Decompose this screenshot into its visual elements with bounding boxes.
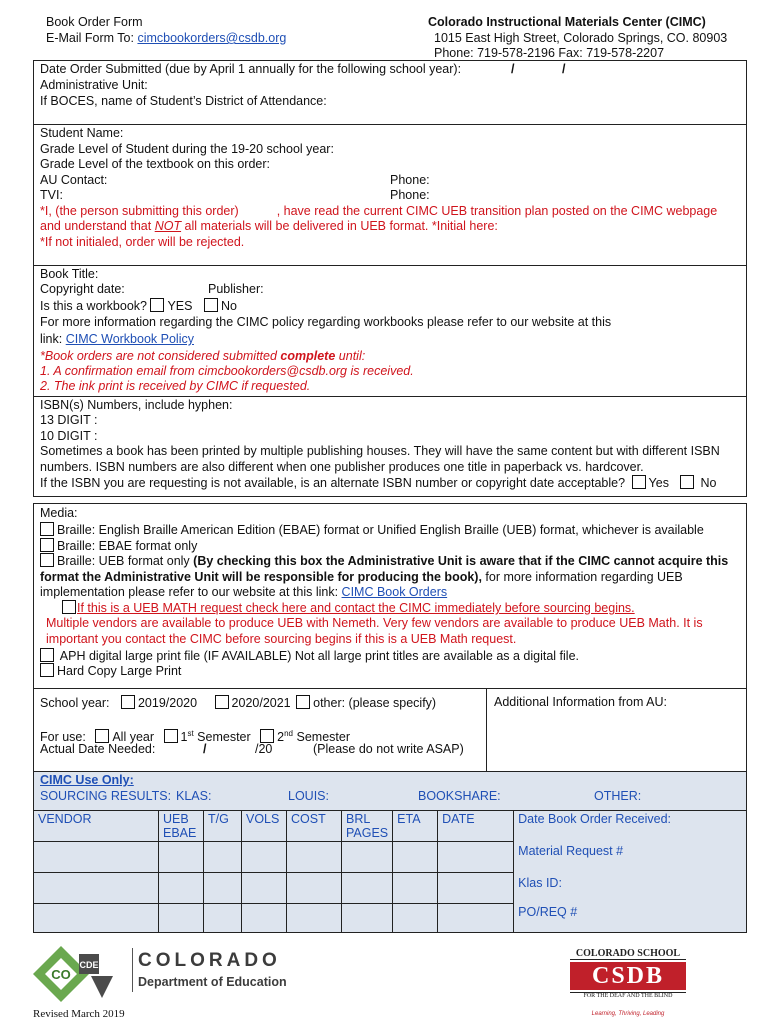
aph-digital-label: APH digital large print file (IF AVAILABLE) Not all large print titles are available as a digital file. <box>57 649 580 663</box>
cell[interactable] <box>159 904 204 933</box>
order-note-3: 2. The ink print is received by CIMC if requested. <box>40 379 311 393</box>
cde-logo <box>33 946 129 1002</box>
klas-id: Klas ID: <box>514 873 747 904</box>
sy-other-label: other: (please specify) <box>313 696 437 710</box>
actual-date-line <box>40 742 155 758</box>
isbn-13-label: 13 DIGIT : <box>40 413 98 427</box>
au-contact-label: AU Contact: <box>40 173 108 187</box>
date-sep-1: / <box>511 62 515 76</box>
cell[interactable] <box>342 842 393 873</box>
media-ebae-ueb-checkbox[interactable] <box>40 522 54 536</box>
cell[interactable] <box>159 842 204 873</box>
cell[interactable] <box>287 842 342 873</box>
alt-isbn-no-checkbox[interactable] <box>680 475 694 489</box>
csdb-tagline: Learning, Thriving, Leading <box>591 1011 665 1017</box>
material-request: Material Request # <box>514 842 747 873</box>
sy-2019-label: 2019/2020 <box>137 696 198 710</box>
cell[interactable] <box>342 873 393 904</box>
email-link[interactable]: cimcbookorders@csdb.org <box>137 31 287 45</box>
workbook-yes-checkbox[interactable] <box>150 298 164 312</box>
col-vendor: VENDOR <box>34 811 159 842</box>
workbook-policy-link[interactable]: CIMC Workbook Policy <box>65 332 194 346</box>
tvi-phone-label: Phone: <box>390 188 430 202</box>
order-note-1c: until: <box>335 349 366 363</box>
media-ebae-ueb-label: Braille: English Braille American Edition (EBAE) format or Unified English Braille (UEB) format, whichever is available <box>57 523 704 537</box>
media-ebae-label: Braille: EBAE format only <box>57 539 198 553</box>
date-received: Date Book Order Received: <box>514 811 747 842</box>
cell[interactable] <box>393 873 438 904</box>
media-option-ueb <box>40 553 744 601</box>
actual-date-label: Actual Date Needed: <box>40 742 156 756</box>
cell[interactable] <box>342 904 393 933</box>
sy-2020-label: 2020/2021 <box>231 696 291 710</box>
book-orders-link[interactable]: CIMC Book Orders <box>341 585 448 600</box>
order-note-1a: *Book orders are not considered submitted <box>40 349 281 363</box>
cell[interactable] <box>438 873 514 904</box>
media-ebae-checkbox[interactable] <box>40 538 54 552</box>
copyright-label: Copyright date: <box>40 282 125 296</box>
for-use-label: For use: <box>40 730 86 745</box>
cell[interactable] <box>204 904 242 933</box>
col-tg: T/G <box>204 811 242 842</box>
admin-unit-label: Administrative Unit: <box>40 78 148 92</box>
alt-isbn-no-label: No <box>700 476 717 490</box>
date-submitted-label: Date Order Submitted (due by April 1 annually for the following school year): <box>40 62 462 76</box>
media-option-hardcopy <box>40 663 181 680</box>
sy-2020-checkbox[interactable] <box>215 695 229 709</box>
cell[interactable] <box>204 873 242 904</box>
media-ueb-checkbox[interactable] <box>40 553 54 567</box>
actual-date-slash-2: /20 <box>255 742 273 756</box>
csdb-bottom-text: FOR THE DEAF AND THE BLIND <box>570 992 686 999</box>
workbook-no-checkbox[interactable] <box>204 298 218 312</box>
revised-date: Revised March 2019 <box>33 1008 125 1020</box>
initial-2b: all materials will be delivered in UEB format. *Initial here: <box>181 219 498 233</box>
cell[interactable] <box>204 842 242 873</box>
workbook-more-info: For more information regarding the CIMC policy regarding workbooks please refer to our website at this <box>40 315 612 329</box>
isbn-10-label: 10 DIGIT : <box>40 429 98 443</box>
initial-not: NOT <box>154 219 182 233</box>
org-address: 1015 East High Street, Colorado Springs, CO. 80903 <box>434 31 728 45</box>
actual-date-slash-1: / <box>203 742 207 756</box>
dept-wordmark: Department of Education <box>138 975 287 989</box>
math-check-line <box>62 600 635 617</box>
media-title: Media: <box>40 506 78 520</box>
initial-1b: , have read the current CIMC UEB transition plan posted on the CIMC webpage <box>276 204 718 218</box>
sem1-label: 1st Semester <box>180 729 251 745</box>
col-ueb-ebae: UEB EBAE <box>159 811 204 842</box>
ueb-math-label: If this is a UEB MATH request check here and contact the CIMC immediately before sourcing begins. <box>77 601 635 615</box>
csdb-letters: CSDB <box>570 962 686 990</box>
initial-1a: *I, (the person submitting this order) <box>40 204 239 218</box>
org-name: Colorado Instructional Materials Center (CIMC) <box>428 15 706 29</box>
cell[interactable] <box>242 842 287 873</box>
form-title: Book Order Form <box>46 15 143 29</box>
table-row <box>34 842 747 873</box>
cell[interactable] <box>34 904 159 933</box>
initial-2a: and understand that <box>40 219 155 233</box>
table-row <box>34 873 747 904</box>
cde-badge-text: CDE <box>79 960 99 970</box>
col-vols: VOLS <box>242 811 287 842</box>
sy-2019-checkbox[interactable] <box>121 695 135 709</box>
media-option-ebae-ueb <box>40 522 704 539</box>
po-req: PO/REQ # <box>514 904 747 933</box>
cell[interactable] <box>34 873 159 904</box>
cell[interactable] <box>34 842 159 873</box>
section-divider <box>486 688 487 772</box>
alt-isbn-label: If the ISBN you are requesting is not available, is an alternate ISBN number or copyright date acceptable? <box>40 476 626 490</box>
asap-note: (Please do not write ASAP) <box>313 742 464 756</box>
grade-textbook-label: Grade Level of the textbook on this order: <box>40 157 270 171</box>
cell[interactable] <box>242 904 287 933</box>
tvi-label: TVI: <box>40 188 63 202</box>
isbn-explanation: Sometimes a book has been printed by multiple publishing houses. They will have the same content but with different ISBN numbers. ISBN numbers are also different when one publisher produces one title in paperback vs. hardcover. <box>40 444 720 474</box>
alt-isbn-yes-label: Yes <box>648 476 669 490</box>
boces-label: If BOCES, name of Student’s District of Attendance: <box>40 94 327 108</box>
isbn-title: ISBN(s) Numbers, include hyphen: <box>40 398 233 412</box>
workbook-question <box>40 298 237 315</box>
order-note-2: 1. A confirmation email from cimcbookorders@csdb.org is received. <box>40 364 414 378</box>
colorado-wordmark: COLORADO <box>138 950 281 971</box>
initial-warning: *If not initialed, order will be rejected. <box>40 235 245 249</box>
order-note-complete: complete <box>280 349 336 363</box>
cell[interactable] <box>287 904 342 933</box>
student-name-label: Student Name: <box>40 126 124 140</box>
col-brl-pages: BRL PAGES <box>342 811 393 842</box>
col-date: DATE <box>438 811 514 842</box>
col-eta: ETA <box>393 811 438 842</box>
hardcopy-label: Hard Copy Large Print <box>57 664 182 678</box>
media-ueb-info: for more information regarding UEB implementation please refer to our website at this link: <box>40 569 683 600</box>
alt-isbn-yes-checkbox[interactable] <box>632 475 646 489</box>
klas-label: KLAS: <box>176 789 212 803</box>
csdb-logo <box>570 948 686 1024</box>
email-line <box>46 31 286 45</box>
org-phone-fax: Phone: 719-578-2196 Fax: 719-578-2207 <box>434 46 665 60</box>
school-year-label: School year: <box>40 696 110 710</box>
bookshare-label: BOOKSHARE: <box>418 789 501 803</box>
sourcing-table <box>33 810 747 933</box>
all-year-label: All year <box>112 730 155 745</box>
sem1-checkbox[interactable] <box>164 729 178 743</box>
logo-divider <box>132 948 133 992</box>
cell[interactable] <box>393 904 438 933</box>
cell[interactable] <box>393 842 438 873</box>
book-title-label: Book Title: <box>40 267 99 281</box>
media-ueb-label: Braille: UEB format only <box>57 554 194 568</box>
alt-isbn-question <box>40 475 716 492</box>
hardcopy-checkbox[interactable] <box>40 663 54 677</box>
date-sep-2: / <box>562 62 566 76</box>
table-header-row <box>34 811 747 842</box>
initial-statement-2 <box>40 219 498 235</box>
workbook-link-prefix: link: <box>40 332 66 346</box>
table-row <box>34 904 747 933</box>
order-note-1 <box>40 349 365 365</box>
aph-digital-checkbox[interactable] <box>40 648 54 662</box>
workbook-link-line <box>40 332 194 348</box>
additional-info-label: Additional Information from AU: <box>494 695 667 709</box>
sourcing-label: SOURCING RESULTS: <box>40 789 172 803</box>
math-note: Multiple vendors are available to produce UEB with Nemeth. Very few vendors are available to produce UEB Math. It is important you contact the CIMC before sourcing begins if this is a UEB Math request. <box>46 616 703 646</box>
workbook-label: Is this a workbook? <box>40 299 151 313</box>
cimc-title: CIMC Use Only: <box>40 773 134 787</box>
ueb-math-checkbox[interactable] <box>62 600 76 614</box>
cell[interactable] <box>438 904 514 933</box>
email-label: E-Mail Form To: <box>46 31 138 45</box>
cell[interactable] <box>242 873 287 904</box>
workbook-no-label: No <box>220 299 237 313</box>
sem2-label: 2nd Semester <box>277 729 350 745</box>
louis-label: LOUIS: <box>288 789 329 803</box>
workbook-yes-label: YES <box>167 299 193 313</box>
media-ueb-warning: (By checking this box the Administrative Unit is aware that if the CIMC cannot acquire this format the Administrative Unit will be responsible for producing the book), <box>40 554 729 584</box>
col-cost: COST <box>287 811 342 842</box>
co-badge-text: CO <box>51 967 71 982</box>
publisher-label: Publisher: <box>208 282 264 296</box>
cell[interactable] <box>438 842 514 873</box>
grade-student-label: Grade Level of Student during the 19-20 school year: <box>40 142 334 156</box>
au-phone-label: Phone: <box>390 173 430 187</box>
initial-statement-1 <box>40 204 717 220</box>
sy-other-checkbox[interactable] <box>296 695 310 709</box>
other-label: OTHER: <box>594 789 642 803</box>
cell[interactable] <box>287 873 342 904</box>
school-year-line <box>40 695 436 712</box>
csdb-top-text: COLORADO SCHOOL <box>570 948 686 960</box>
cell[interactable] <box>159 873 204 904</box>
